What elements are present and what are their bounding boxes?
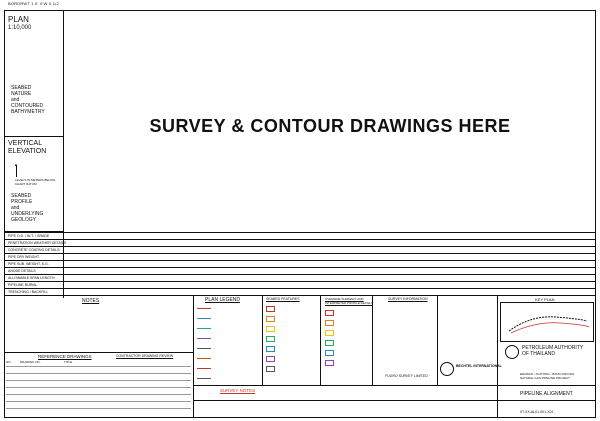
row-label-3: CONCRETE COATING DETAILS	[8, 248, 60, 252]
client-name	[522, 345, 583, 357]
row-label-7: ALLOWABLE SPAN LENGTH	[8, 276, 55, 280]
contractor-review: CONTRACTOR DRAWING REVIEW	[116, 354, 174, 358]
row-label-9: TRENCHING / BACKFILL	[8, 290, 49, 294]
client-line-2: OF THAILAND	[522, 351, 555, 357]
vertical-desc-2: PROFILE	[11, 199, 33, 205]
ref-col-title: TITLE	[64, 360, 73, 364]
arrow-head-icon: ▲	[14, 162, 18, 167]
seabed-summary-title-2: INTERPRETED PROFILE DETAILS	[325, 301, 373, 305]
ref-col-no: NO.	[6, 360, 12, 364]
pta-logo	[505, 345, 519, 359]
survey-info-title: SURVEY INFORMATION	[388, 297, 428, 301]
vertical-desc-5: GEOLOGY	[11, 217, 37, 223]
row-label-1: PIPE O.D. / W.T. / GRADE	[8, 234, 50, 238]
vertical-title-2: ELEVATION	[8, 148, 47, 155]
headline: SURVEY & CONTOUR DRAWINGS HERE	[149, 116, 511, 136]
notes-title: NOTES	[82, 298, 100, 304]
company-bechtel: BECHTEL INTERNATIONAL	[456, 364, 502, 368]
company-fugro: FUGRO SURVEY LIMITED	[385, 374, 428, 378]
drawing-reference: BORDRWT 1.0' X'W 0-1/2	[8, 1, 59, 6]
plan-scale: 1:10,000	[8, 25, 32, 31]
plan-desc-4: CONTOURED	[11, 103, 44, 109]
seabed-summary-title-1: OVERSIDE SUMMARY AND	[325, 297, 364, 301]
row-label-2: PENETRATION WEATHER DETAILS	[8, 241, 67, 245]
key-plan-graphic	[501, 303, 593, 341]
plan-title: PLAN	[8, 15, 29, 24]
plan-legend-title: PLAN LEGEND	[205, 297, 241, 303]
key-plan-map	[500, 302, 594, 342]
vertical-desc-4: UNDERLYING	[11, 211, 44, 217]
sheet-title: PIPELINE ALIGNMENT	[520, 391, 573, 397]
plan-desc-2: NATURE	[11, 91, 32, 97]
key-plan-title: KEY PLAN	[535, 297, 555, 302]
plan-desc-3: and	[11, 97, 20, 103]
plan-desc-5: BATHYMETRY	[11, 109, 45, 115]
vertical-desc-1: SEABED	[11, 193, 32, 199]
project-line-1: ERAWAN - PLATONG - BANG PAKONG	[520, 372, 575, 376]
axis-label: LEVELS IN METERS BELOW CHART DATUM	[15, 178, 56, 186]
vertical-block	[4, 137, 63, 232]
bechtel-logo	[440, 362, 454, 376]
seabed-features-title: SEABED FEATURES	[266, 297, 300, 301]
row-label-6: ANODE DETAILS	[8, 269, 36, 273]
row-label-5: PIPE SUB. WEIGHT, S.G.	[8, 262, 49, 266]
project-line-2: NATURAL GAS PIPELINE PROJECT	[520, 376, 571, 380]
ref-col-drawing: DRAWING NO.	[20, 360, 41, 364]
client-line-1: PETROLEUM AUTHORITY	[522, 345, 584, 351]
vertical-title-1: VERTICAL	[8, 140, 43, 147]
plan-desc-1: SEABED	[11, 85, 32, 91]
row-label-4: PIPE DRY WEIGHT	[8, 255, 40, 259]
drawing-number: 0T-XX-AL01-001-X01	[520, 410, 554, 414]
reference-title: REFERENCE DRAWINGS	[38, 354, 92, 359]
row-label-8: PIPELINE BURIAL	[8, 283, 38, 287]
seabed-summary-title	[325, 297, 373, 305]
survey-notes-title: SURVEY NOTES	[220, 388, 256, 393]
plan-block	[4, 10, 63, 137]
vertical-desc-3: and	[11, 205, 20, 211]
project-name	[520, 372, 574, 380]
